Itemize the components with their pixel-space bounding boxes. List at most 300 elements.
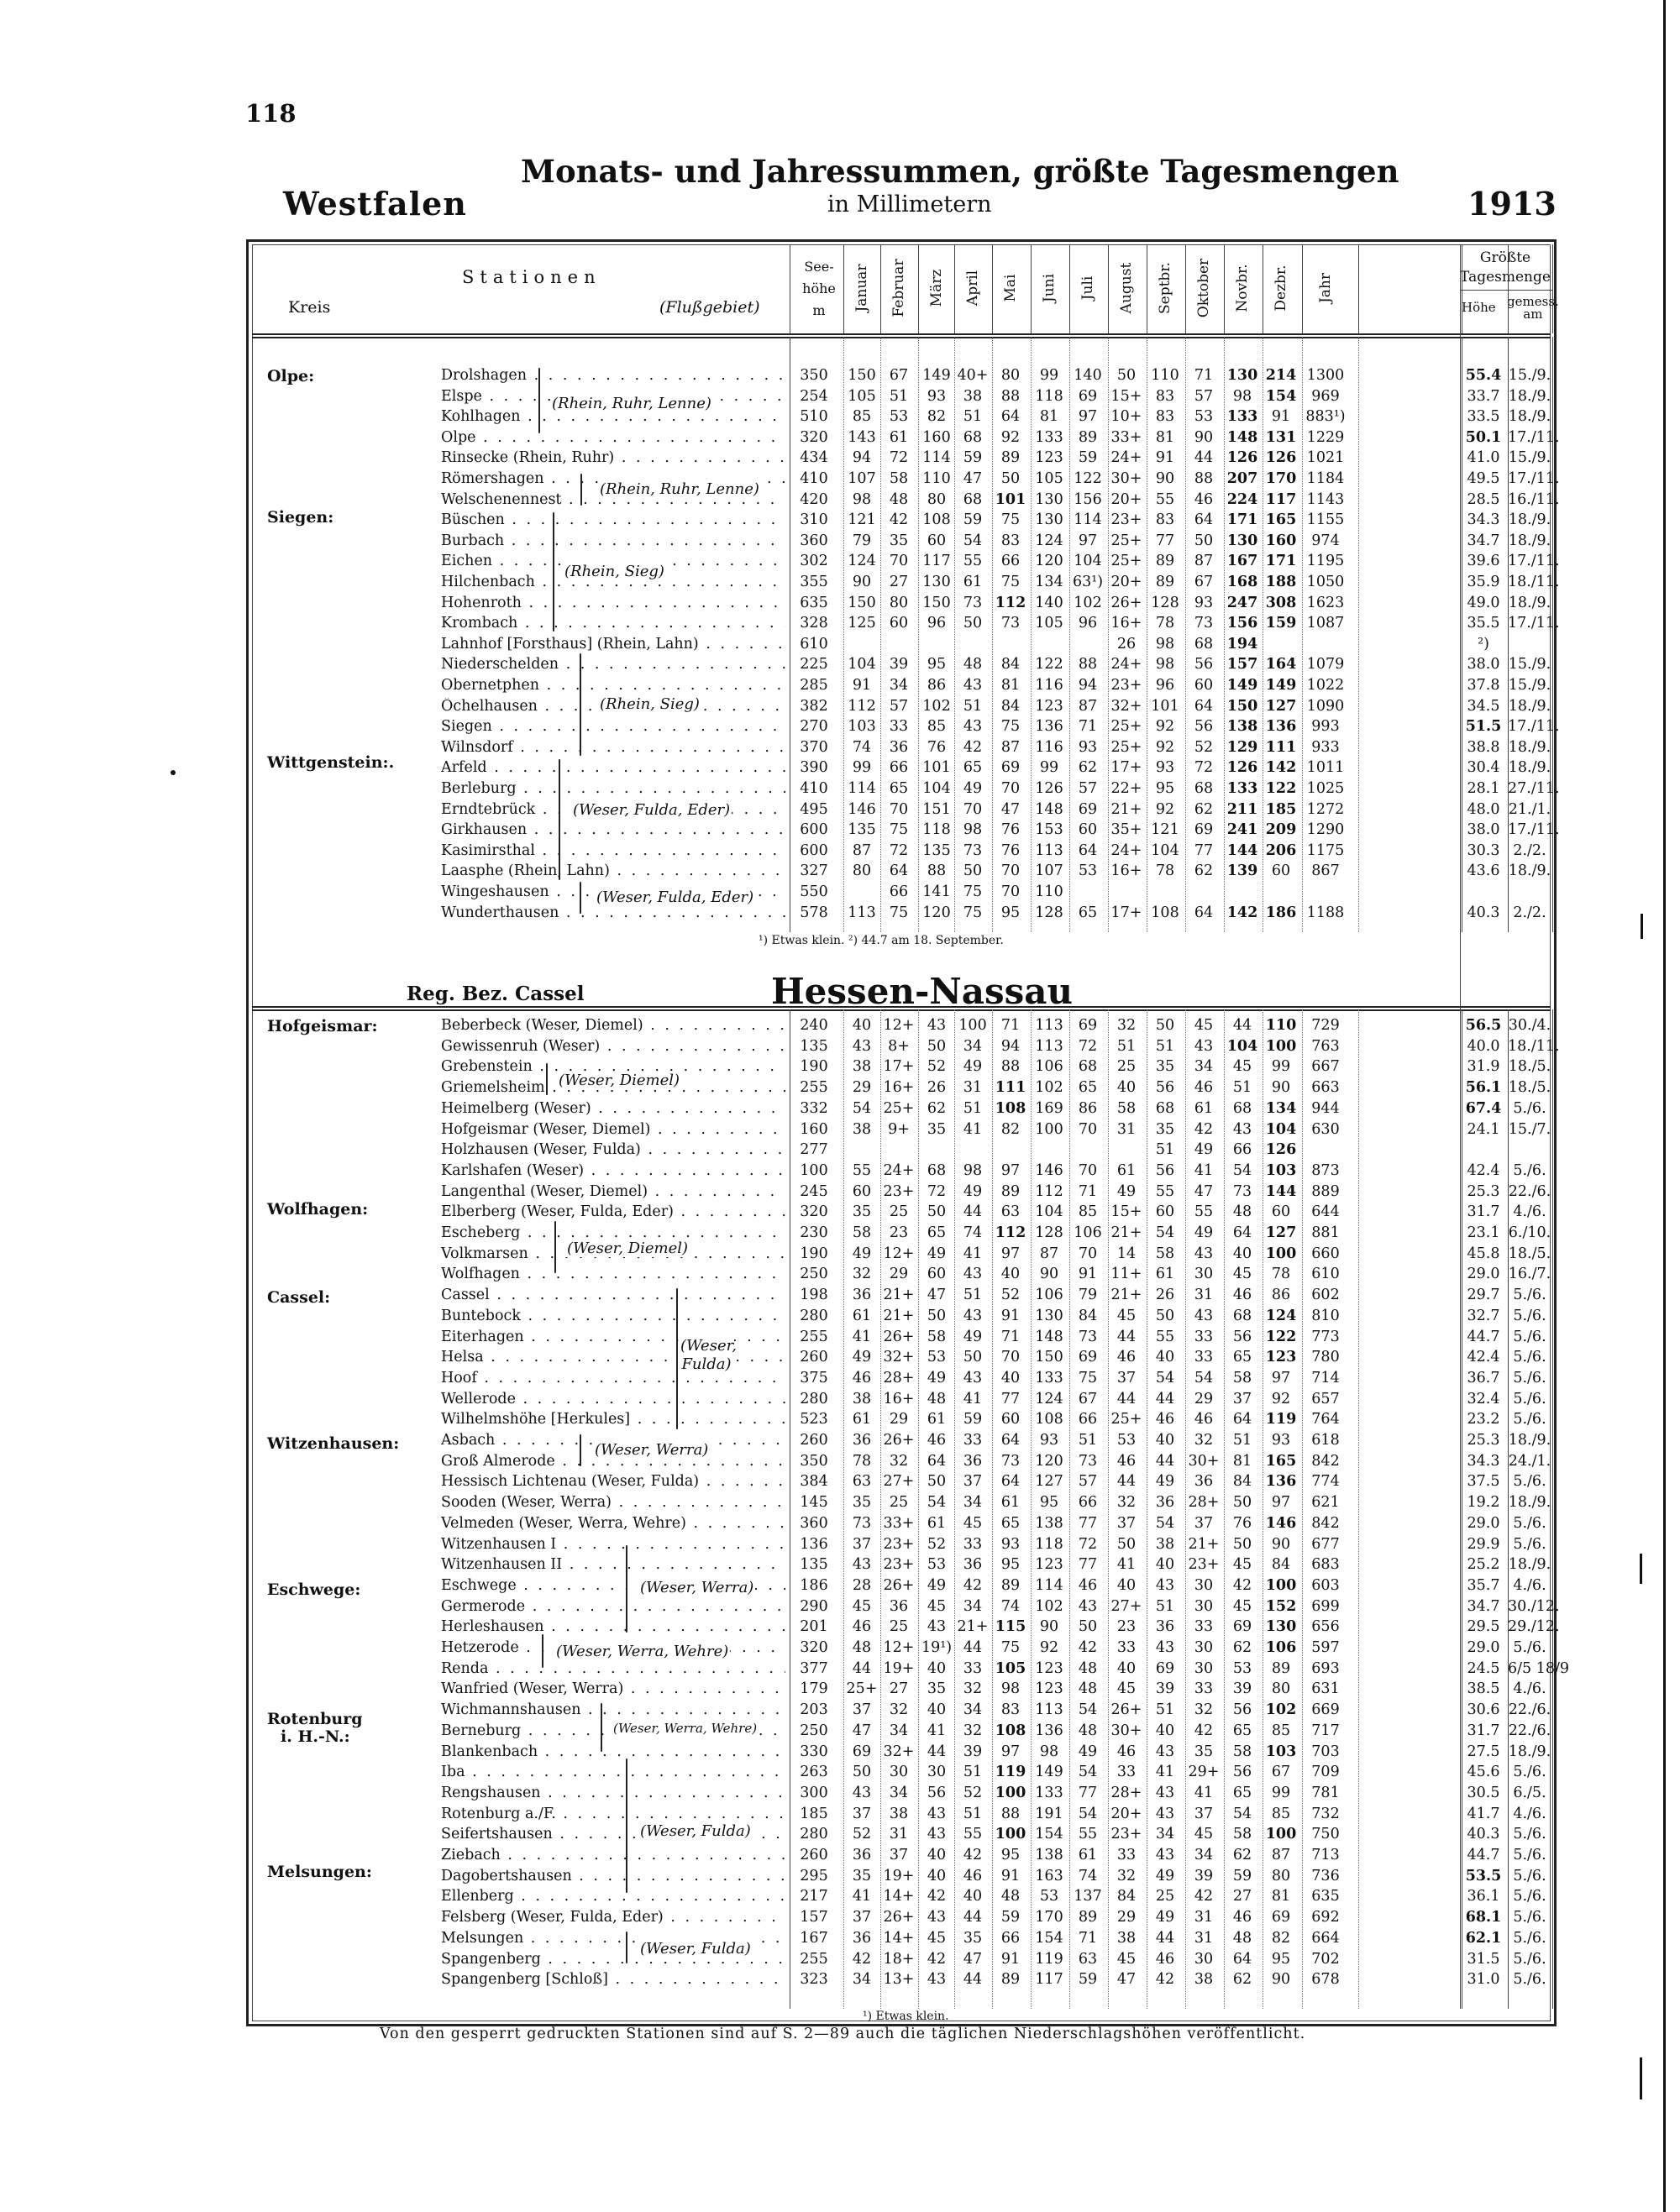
month-cell: 41: [1194, 1784, 1214, 1801]
max-date-cell: 5./6.: [1513, 1909, 1546, 1926]
table-row: [252, 904, 1551, 921]
seehoehe-cell: 201: [800, 1618, 828, 1636]
month-cell: 38: [1194, 1971, 1214, 1989]
group-brace: [554, 1221, 556, 1273]
month-cell: 67: [1271, 1764, 1291, 1781]
month-cell: 51: [963, 1099, 983, 1117]
seehoehe-cell: 230: [800, 1224, 828, 1241]
month-cell: 110: [922, 470, 951, 487]
seehoehe-cell: 320: [800, 1203, 828, 1221]
jahr-cell: 842: [1311, 1514, 1340, 1532]
month-cell: 47: [1116, 1971, 1137, 1989]
month-cell: 12+: [883, 1017, 915, 1034]
month-cell: 30: [1194, 1266, 1214, 1283]
month-cell: 26+: [1110, 1701, 1142, 1719]
month-cell: 54: [1232, 1805, 1252, 1822]
station-name: Elberberg (Weser, Fulda, Eder) . . .: [441, 1203, 785, 1220]
month-cell: 128: [1151, 594, 1179, 611]
month-cell: 23+: [883, 1556, 915, 1574]
month-cell: 53: [1116, 1432, 1137, 1449]
month-cell: 68: [1078, 1058, 1098, 1076]
seehoehe-cell: 323: [800, 1971, 828, 1989]
max-date-cell: 6./10.: [1508, 1224, 1551, 1241]
jahr-cell: 669: [1311, 1701, 1340, 1719]
month-cell: 50: [963, 1349, 983, 1366]
month-cell: 148: [1226, 428, 1258, 446]
month-cell: 48: [1232, 1203, 1252, 1221]
month-cell: 70: [1000, 883, 1021, 900]
region-title: Westfalen: [283, 185, 467, 223]
max-height-cell: 24.1: [1467, 1120, 1500, 1138]
month-cell: 25+: [1110, 553, 1142, 570]
month-cell: 78: [1271, 1266, 1291, 1283]
month-cell: 16+: [1110, 862, 1142, 880]
max-date-cell: 5./6.: [1513, 1369, 1546, 1386]
kreis-eschwege: Eschwege:: [267, 1580, 361, 1599]
month-cell: 117: [1265, 490, 1297, 508]
month-cell: 97: [1078, 408, 1098, 426]
month-cell: 70: [889, 800, 909, 818]
month-cell: 40: [927, 1847, 947, 1863]
jahr-cell: 1623: [1306, 594, 1345, 611]
month-cell: 24+: [1110, 841, 1142, 859]
seehoehe-cell: 300: [800, 1784, 828, 1801]
month-cell: 31: [963, 1079, 983, 1097]
month-cell: 114: [848, 780, 876, 797]
month-cell: 103: [1265, 1743, 1297, 1760]
month-cell: 46: [852, 1369, 872, 1386]
max-height-cell: 42.4: [1467, 1161, 1500, 1179]
jahr-cell: 889: [1311, 1182, 1340, 1200]
jahr-cell: 1229: [1306, 428, 1345, 446]
month-cell: 40: [1155, 1349, 1175, 1366]
month-cell: 43: [963, 1307, 983, 1324]
month-cell: 25: [889, 1494, 909, 1512]
month-cell: 28+: [883, 1369, 915, 1386]
month-cell: 69: [1078, 800, 1098, 818]
month-cell: 97: [1271, 1494, 1291, 1512]
max-date-cell: 18./5.: [1508, 1079, 1551, 1097]
month-cell: 61: [927, 1514, 947, 1532]
group-flussgebiet: (Weser, Werra): [595, 1441, 709, 1459]
month-cell: 134: [1265, 1099, 1297, 1117]
month-cell: 44: [1116, 1328, 1137, 1345]
month-cell: 34: [1194, 1058, 1214, 1076]
max-date-cell: 5./6.: [1513, 1764, 1546, 1781]
max-height-cell: 34.5: [1467, 697, 1500, 715]
max-date-cell: 18./5.: [1508, 1245, 1551, 1262]
month-cell: 56: [1232, 1764, 1252, 1781]
jahr-cell: 602: [1311, 1287, 1340, 1304]
month-cell: 50: [927, 1307, 947, 1324]
table-row: [252, 1515, 1551, 1532]
month-cell: 58: [1232, 1369, 1252, 1386]
table-row: [252, 1888, 1551, 1905]
month-cell: 80: [1271, 1680, 1291, 1698]
max-height-cell: 36.1: [1467, 1888, 1500, 1905]
max-height-cell: 28.5: [1467, 490, 1500, 508]
table-row: [252, 801, 1551, 818]
header-month: [1263, 250, 1299, 326]
month-cell: 59: [1078, 449, 1098, 467]
seehoehe-cell: 495: [800, 800, 828, 818]
jahr-cell: 1184: [1306, 470, 1345, 487]
table-row: [252, 1453, 1551, 1470]
month-cell: 66: [1232, 1141, 1252, 1159]
month-cell: 112: [848, 697, 876, 715]
seehoehe-cell: 350: [800, 367, 828, 384]
month-cell: 93: [927, 387, 947, 405]
month-cell: 135: [848, 821, 876, 839]
month-cell: 69: [852, 1743, 872, 1760]
month-cell: 38: [889, 1805, 909, 1822]
table-row: [252, 1971, 1551, 1988]
max-height-cell: 31.7: [1467, 1203, 1500, 1221]
month-cell: 60: [1194, 677, 1214, 694]
month-cell: 61: [852, 1307, 872, 1324]
month-cell: 45: [1194, 1826, 1214, 1843]
month-cell: 107: [848, 470, 876, 487]
month-cell: 149: [1035, 1764, 1063, 1781]
seehoehe-cell: 390: [800, 759, 828, 777]
month-cell: 53: [927, 1349, 947, 1366]
month-cell: 98: [1155, 635, 1175, 653]
month-cell: 150: [922, 594, 951, 611]
seehoehe-cell: 260: [800, 1349, 828, 1366]
max-date-cell: 15./9.: [1508, 367, 1551, 384]
seehoehe-cell: 360: [800, 1514, 828, 1532]
seehoehe-cell: 635: [800, 594, 828, 611]
month-cell: 85: [927, 718, 947, 736]
month-cell: 70: [1000, 780, 1021, 797]
month-cell: 65: [1232, 1349, 1252, 1366]
month-cell: 90: [1155, 470, 1175, 487]
month-cell: 33: [963, 1432, 983, 1449]
month-cell: 48: [1078, 1722, 1098, 1739]
max-date-cell: 6/5 18/9: [1508, 1659, 1570, 1677]
page-number: 118: [245, 99, 297, 128]
group-flussgebiet: (Weser, Werra, Wehre): [613, 1721, 758, 1736]
month-cell: 49: [852, 1245, 872, 1262]
month-cell: 101: [922, 759, 951, 777]
jahr-cell: 703: [1311, 1743, 1340, 1760]
jahr-cell: 657: [1311, 1390, 1340, 1407]
seehoehe-cell: 160: [800, 1120, 828, 1138]
month-cell: 43: [927, 1971, 947, 1989]
month-cell: 108: [1035, 1411, 1063, 1428]
max-date-cell: 24./1.: [1508, 1452, 1551, 1470]
month-cell: 19+: [883, 1659, 915, 1677]
seehoehe-cell: 600: [800, 841, 828, 859]
month-cell: 144: [1265, 1182, 1297, 1200]
month-cell: 50: [1194, 532, 1214, 549]
month-cell: 25+: [1110, 532, 1142, 549]
month-cell: 89: [1155, 574, 1175, 590]
month-cell: 62: [1232, 1847, 1252, 1863]
jahr-cell: 1025: [1306, 780, 1345, 797]
seehoehe-cell: 600: [800, 821, 828, 839]
scan-mark: [1640, 2057, 1642, 2099]
month-cell: 44: [1116, 1390, 1137, 1407]
month-cell: 20+: [1110, 1805, 1142, 1822]
month-cell: 80: [889, 594, 909, 611]
month-cell: 69: [1078, 387, 1098, 405]
table-row: [252, 1411, 1551, 1428]
month-cell: 130: [1265, 1618, 1297, 1636]
month-cell: 50: [1155, 1017, 1175, 1034]
month-cell: 92: [1039, 1639, 1059, 1656]
month-cell: 140: [1035, 594, 1063, 611]
month-cell: 95: [1000, 1556, 1021, 1574]
month-cell: 127: [1265, 697, 1297, 715]
month-cell: 20+: [1110, 490, 1142, 508]
month-cell: 120: [1035, 1452, 1063, 1470]
month-cell: 48: [927, 1390, 947, 1407]
jahr-cell: 663: [1311, 1079, 1340, 1097]
month-cell: 26+: [883, 1328, 915, 1345]
max-height-cell: 53.5: [1465, 1867, 1502, 1884]
month-cell: 64: [1000, 408, 1021, 426]
jahr-cell: 1022: [1306, 677, 1345, 694]
month-cell: 49: [963, 780, 983, 797]
month-cell: 104: [848, 656, 876, 674]
max-height-cell: 29.0: [1467, 1266, 1500, 1283]
header-month: [1224, 250, 1261, 326]
max-date-cell: 15./9.: [1508, 449, 1551, 467]
seehoehe-cell: 320: [800, 1639, 828, 1656]
month-cell: 25: [1155, 1888, 1175, 1905]
month-cell: 35: [963, 1929, 983, 1947]
month-cell: 113: [1035, 841, 1063, 859]
group-brace: [580, 1434, 581, 1466]
max-date-cell: 18./5.: [1508, 1058, 1551, 1076]
month-cell: 49: [927, 1369, 947, 1386]
table-row: [252, 1224, 1551, 1241]
table-row: [252, 1764, 1551, 1780]
max-date-cell: 18./9.: [1508, 387, 1551, 405]
month-cell: 78: [1155, 862, 1175, 880]
month-cell: 146: [848, 800, 876, 818]
seehoehe-cell: 179: [800, 1680, 828, 1698]
month-cell: 168: [1226, 574, 1258, 590]
month-cell: 133: [1226, 408, 1258, 426]
month-cell: 24+: [1110, 449, 1142, 467]
month-cell: 87: [1078, 697, 1098, 715]
month-cell: 188: [1265, 574, 1297, 590]
table-row: [252, 595, 1551, 611]
seehoehe-cell: 270: [800, 718, 828, 736]
station-name: Witzenhausen I . . .: [441, 1536, 785, 1553]
month-cell: 45: [963, 1514, 983, 1532]
station-name: Wichmannshausen . . .: [441, 1701, 785, 1718]
max-date-cell: 18./9.: [1508, 532, 1551, 549]
kreis-witzenhausen: Witzenhausen:: [267, 1434, 400, 1453]
month-cell: 34: [963, 1037, 983, 1055]
month-cell: 43: [927, 1805, 947, 1822]
month-cell: 99: [1271, 1784, 1291, 1801]
month-cell: 130: [1035, 490, 1063, 508]
max-height-cell: 30.6: [1467, 1701, 1500, 1719]
month-cell: 101: [1151, 697, 1179, 715]
month-cell: 32: [1194, 1701, 1214, 1719]
max-height-cell: ²): [1478, 635, 1489, 653]
table-row: [252, 367, 1551, 384]
station-name: Wunderthausen . . .: [441, 904, 785, 921]
group-brace: [676, 1288, 678, 1429]
month-cell: 21+: [1110, 800, 1142, 818]
max-date-cell: 5./6.: [1513, 1826, 1546, 1843]
max-height-cell: 29.0: [1467, 1639, 1500, 1656]
month-cell: 29+: [1188, 1764, 1220, 1781]
month-cell: 54: [1078, 1805, 1098, 1822]
month-cell: 73: [1078, 1452, 1098, 1470]
station-name: Holzhausen (Weser, Fulda) . . .: [441, 1141, 785, 1158]
max-date-cell: 5./6.: [1513, 1535, 1546, 1553]
month-cell: 43: [1194, 1245, 1214, 1262]
group-flussgebiet: (Weser, Werra): [640, 1579, 754, 1596]
month-cell: 100: [995, 1826, 1026, 1843]
month-cell: 27+: [1110, 1597, 1142, 1615]
max-height-cell: 39.6: [1467, 553, 1500, 570]
month-cell: 89: [1000, 1576, 1021, 1594]
max-height-cell: 38.0: [1467, 821, 1500, 839]
month-cell: 104: [1151, 841, 1179, 859]
month-cell: 81: [1039, 408, 1059, 426]
month-cell: 61: [963, 574, 983, 590]
seehoehe-cell: 310: [800, 511, 828, 529]
month-cell: 43: [1078, 1597, 1098, 1615]
seehoehe-cell: 295: [800, 1867, 828, 1884]
month-cell: 98: [963, 1161, 983, 1179]
header-hoehe: Höhe: [1462, 300, 1496, 315]
jahr-cell: 763: [1311, 1037, 1340, 1055]
max-date-cell: 18./9.: [1508, 511, 1551, 529]
month-cell: 36: [1155, 1494, 1175, 1512]
month-cell: 34: [1194, 1847, 1214, 1863]
month-cell: 21+: [883, 1307, 915, 1324]
month-cell: 75: [1000, 1639, 1021, 1656]
jahr-cell: 1021: [1306, 449, 1345, 467]
seehoehe-cell: 370: [800, 738, 828, 756]
station-name: Karlshafen (Weser) . . .: [441, 1162, 785, 1179]
month-cell: 71: [1078, 718, 1098, 736]
kreis-rotenburg-line2: i. H.-N.:: [281, 1727, 350, 1746]
month-cell: 136: [1265, 1473, 1297, 1491]
month-cell: 44: [1155, 1929, 1175, 1947]
month-cell: 88: [927, 862, 947, 880]
month-cell: 86: [927, 677, 947, 694]
max-date-cell: 29./12.: [1508, 1618, 1560, 1636]
header-month-label: Juli: [1079, 275, 1096, 301]
month-cell: 100: [958, 1017, 987, 1034]
month-cell: 88: [1000, 1058, 1021, 1076]
month-cell: 103: [1265, 1161, 1297, 1179]
max-date-cell: 22./6.: [1508, 1182, 1551, 1200]
month-cell: 40: [927, 1701, 947, 1719]
month-cell: 44: [1155, 1452, 1175, 1470]
month-cell: 56: [1194, 656, 1214, 674]
max-date-cell: 17./11.: [1508, 553, 1560, 570]
month-cell: 170: [1265, 470, 1297, 487]
column-rule: [880, 244, 881, 333]
table-row: [252, 1287, 1551, 1303]
month-cell: 45: [927, 1597, 947, 1615]
scan-dot: [171, 770, 176, 775]
month-cell: 97: [1000, 1743, 1021, 1760]
max-height-cell: 25.2: [1467, 1556, 1500, 1574]
seehoehe-cell: 328: [800, 615, 828, 632]
month-cell: 52: [852, 1826, 872, 1843]
month-cell: 43: [852, 1037, 872, 1055]
month-cell: 56: [1194, 718, 1214, 736]
month-cell: 95: [1000, 904, 1021, 921]
column-rule: [1358, 244, 1359, 333]
month-cell: 121: [848, 511, 876, 529]
max-height-cell: 41.7: [1467, 1805, 1500, 1822]
month-cell: 65: [889, 780, 909, 797]
max-date-cell: 5./6.: [1513, 1950, 1546, 1968]
month-cell: 207: [1226, 470, 1258, 487]
month-cell: 78: [1155, 615, 1175, 632]
month-cell: 65: [1078, 904, 1098, 921]
month-cell: 41: [1194, 1161, 1214, 1179]
month-cell: 119: [1265, 1411, 1297, 1428]
month-cell: 169: [1035, 1099, 1063, 1117]
jahr-cell: 644: [1311, 1203, 1340, 1221]
month-cell: 52: [927, 1058, 947, 1076]
month-cell: 90: [1271, 1535, 1291, 1553]
header-seehoehe-line: höhe: [802, 280, 836, 296]
month-cell: 117: [922, 553, 951, 570]
month-cell: 32+: [883, 1743, 915, 1760]
seehoehe-cell: 285: [800, 677, 828, 694]
month-cell: 41: [1116, 1556, 1137, 1574]
month-cell: 107: [1035, 862, 1063, 880]
month-cell: 33: [1116, 1764, 1137, 1781]
month-cell: 37: [1116, 1514, 1137, 1532]
jahr-cell: 883¹): [1305, 408, 1346, 426]
month-cell: 70: [889, 553, 909, 570]
jahr-cell: 603: [1311, 1576, 1340, 1594]
max-height-cell: 33.7: [1467, 387, 1500, 405]
table-row: [252, 1370, 1551, 1386]
table-row: [252, 1847, 1551, 1863]
month-cell: 89: [1078, 1909, 1098, 1926]
column-rule: [918, 244, 919, 333]
max-date-cell: 30./12.: [1508, 1597, 1560, 1615]
month-cell: 29: [1194, 1390, 1214, 1407]
month-cell: 54: [1194, 1369, 1214, 1386]
month-cell: 64: [1194, 697, 1214, 715]
month-cell: 76: [1000, 841, 1021, 859]
month-cell: 63: [852, 1473, 872, 1491]
month-cell: 43: [1194, 1307, 1214, 1324]
max-height-cell: 28.1: [1467, 780, 1500, 797]
max-date-cell: 17./11.: [1508, 718, 1560, 736]
max-date-cell: 5./6.: [1513, 1929, 1546, 1947]
station-name: Wingeshausen . . .: [441, 883, 785, 900]
month-cell: 98: [1232, 387, 1252, 405]
month-cell: 211: [1226, 800, 1258, 818]
month-cell: 56: [1155, 1079, 1175, 1097]
month-cell: 39: [889, 656, 909, 674]
month-cell: 62: [1232, 1639, 1252, 1656]
month-cell: 60: [1271, 1203, 1291, 1221]
month-cell: 64: [1000, 1432, 1021, 1449]
month-cell: 30+: [1110, 1722, 1142, 1739]
month-cell: 156: [1074, 490, 1102, 508]
month-cell: 47: [963, 470, 983, 487]
